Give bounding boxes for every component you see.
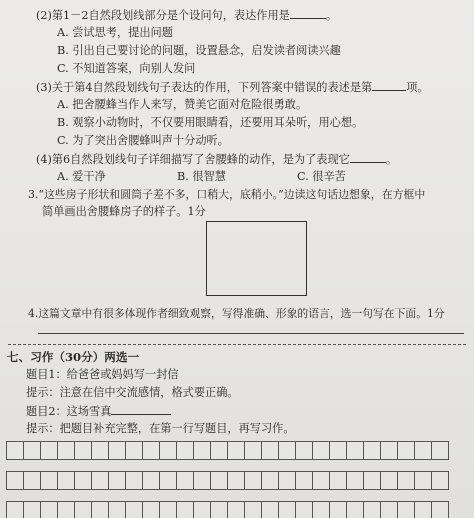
writing-grid-cell[interactable] <box>91 501 109 518</box>
writing-grid-cell[interactable] <box>6 441 24 460</box>
writing-grid-cell[interactable] <box>23 471 41 490</box>
writing-grid-cell[interactable] <box>431 471 449 490</box>
writing-grid-cell[interactable] <box>57 501 75 518</box>
q3-option-b: B. 观察小动物时，不仅要用眼睛看，还要用耳朵听，用心想。 <box>57 116 364 129</box>
q4-end: 。 <box>385 153 398 166</box>
writing-grid-cell[interactable] <box>397 471 415 490</box>
q3-answer-blank[interactable] <box>372 80 406 91</box>
q2-end: 。 <box>325 9 338 22</box>
writing-grid-row-3[interactable] <box>6 501 448 518</box>
writing-grid-cell[interactable] <box>23 501 41 518</box>
writing-grid-cell[interactable] <box>74 501 92 518</box>
writing-grid-cell[interactable] <box>176 471 194 490</box>
writing-grid-cell[interactable] <box>380 441 398 460</box>
writing-grid-cell[interactable] <box>108 501 126 518</box>
writing-grid-cell[interactable] <box>57 441 75 460</box>
writing-grid-cell[interactable] <box>431 441 449 460</box>
q4-answer-blank[interactable] <box>350 152 386 163</box>
writing-grid-cell[interactable] <box>159 441 177 460</box>
writing-grid-cell[interactable] <box>6 501 24 518</box>
writing-grid-cell[interactable] <box>329 501 347 518</box>
writing-grid-cell[interactable] <box>227 471 245 490</box>
writing-grid-cell[interactable] <box>193 441 211 460</box>
writing-grid-cell[interactable] <box>91 441 109 460</box>
writing-grid-cell[interactable] <box>363 441 381 460</box>
writing-grid-cell[interactable] <box>414 471 432 490</box>
writing-grid-cell[interactable] <box>312 501 330 518</box>
writing-grid-cell[interactable] <box>210 471 228 490</box>
writing-grid-cell[interactable] <box>74 471 92 490</box>
writing-grid-cell[interactable] <box>363 471 381 490</box>
item4-line1: 4.这篇文章中有很多体现作者细致观察，写得准确、形象的语言，选一句写在下面。1分 <box>28 307 445 320</box>
writing-grid-cell[interactable] <box>312 471 330 490</box>
section7-title: 七、习作（30分）两选一 <box>7 350 140 364</box>
writing-grid-cell[interactable] <box>142 501 160 518</box>
writing-grid-cell[interactable] <box>91 471 109 490</box>
q4-line <box>36 152 397 167</box>
writing-grid-row-2[interactable] <box>6 471 448 490</box>
writing-grid-cell[interactable] <box>346 441 364 460</box>
writing-grid-cell[interactable] <box>142 441 160 460</box>
writing-grid-cell[interactable] <box>176 501 194 518</box>
section7-topic1: 题目1：给爸爸或妈妈写一封信 <box>26 368 179 381</box>
writing-grid-cell[interactable] <box>210 441 228 460</box>
writing-grid-cell[interactable] <box>57 471 75 490</box>
writing-grid-cell[interactable] <box>125 441 143 460</box>
writing-grid-cell[interactable] <box>431 501 449 518</box>
writing-grid-cell[interactable] <box>159 471 177 490</box>
writing-grid-cell[interactable] <box>244 441 262 460</box>
writing-grid-cell[interactable] <box>295 501 313 518</box>
section7-topic2-line <box>26 404 171 419</box>
section7-topic2: 题目2：这场雪真 <box>26 405 112 418</box>
q2-stem: (2)第1－2自然段划线部分是个设问句，表达作用是 <box>36 9 290 22</box>
section7-hint1: 提示：注意在信中交流感情，格式要正确。 <box>26 386 239 399</box>
writing-grid-cell[interactable] <box>210 501 228 518</box>
writing-grid-cell[interactable] <box>244 501 262 518</box>
writing-grid-cell[interactable] <box>23 441 41 460</box>
section7-hint2: 提示：把题目补充完整，在第一行写题目，再写习作。 <box>26 422 295 435</box>
writing-grid-cell[interactable] <box>142 471 160 490</box>
topic2-blank[interactable] <box>111 404 171 415</box>
q2-option-c: C. 不知道答案，向别人发问 <box>57 62 196 75</box>
writing-grid-cell[interactable] <box>244 471 262 490</box>
writing-grid-cell[interactable] <box>261 501 279 518</box>
item4-answer-line[interactable] <box>38 333 464 334</box>
writing-grid-cell[interactable] <box>74 441 92 460</box>
writing-grid-cell[interactable] <box>329 471 347 490</box>
q4-option-a: A. 爱干净 <box>57 170 106 183</box>
q4-stem: (4)第6自然段划线句子详细描写了舍腰蜂的动作，是为了表现它 <box>36 153 350 166</box>
writing-grid-cell[interactable] <box>40 471 58 490</box>
writing-grid-cell[interactable] <box>414 501 432 518</box>
q2-answer-blank[interactable] <box>290 8 326 19</box>
writing-grid-cell[interactable] <box>295 441 313 460</box>
writing-grid-cell[interactable] <box>108 441 126 460</box>
q2-line <box>36 8 337 23</box>
writing-grid-cell[interactable] <box>329 441 347 460</box>
writing-grid-cell[interactable] <box>380 501 398 518</box>
q4-options <box>57 170 346 184</box>
writing-grid-cell[interactable] <box>193 501 211 518</box>
writing-grid-cell[interactable] <box>346 501 364 518</box>
writing-grid-cell[interactable] <box>125 471 143 490</box>
q3-stem: (3)关于第4自然段划线句子表达的作用，下列答案中错误的表述是第 <box>36 81 373 94</box>
q3-option-a: A. 把舍腰蜂当作人来写，赞美它面对危险很勇敢。 <box>57 98 308 111</box>
writing-grid-cell[interactable] <box>108 471 126 490</box>
writing-grid-cell[interactable] <box>6 471 24 490</box>
writing-grid-cell[interactable] <box>363 501 381 518</box>
writing-grid-cell[interactable] <box>414 441 432 460</box>
writing-grid-cell[interactable] <box>278 471 296 490</box>
writing-grid-row-1[interactable] <box>6 441 448 460</box>
writing-grid-cell[interactable] <box>278 441 296 460</box>
writing-grid-cell[interactable] <box>346 471 364 490</box>
writing-grid-cell[interactable] <box>312 441 330 460</box>
writing-grid-cell[interactable] <box>261 471 279 490</box>
item3-line1: 3.“这些房子形状和圆筒子差不多，口稍大，底稍小。”边读这句话边想象，在方框中 <box>28 188 426 201</box>
writing-grid-cell[interactable] <box>227 441 245 460</box>
q3-line <box>36 80 429 95</box>
writing-grid-cell[interactable] <box>295 471 313 490</box>
writing-grid-cell[interactable] <box>227 501 245 518</box>
q4-option-b: B. 很智慧 <box>177 170 226 183</box>
item3-line2: 简单画出舍腰蜂房子的样子。1分 <box>42 205 206 218</box>
q2-option-a: A. 尝试思考，提出问题 <box>57 26 173 39</box>
writing-grid-cell[interactable] <box>125 501 143 518</box>
q3-option-c: C. 为了突出舍腰蜂叫声十分动听。 <box>57 134 229 147</box>
writing-grid-cell[interactable] <box>261 441 279 460</box>
writing-grid-cell[interactable] <box>193 471 211 490</box>
section-divider <box>8 344 466 345</box>
writing-grid-cell[interactable] <box>278 501 296 518</box>
writing-grid-cell[interactable] <box>159 501 177 518</box>
writing-grid-cell[interactable] <box>397 441 415 460</box>
writing-grid-cell[interactable] <box>397 501 415 518</box>
writing-grid-cell[interactable] <box>40 441 58 460</box>
writing-grid-cell[interactable] <box>40 501 58 518</box>
drawing-box[interactable] <box>206 221 307 296</box>
writing-grid-cell[interactable] <box>176 441 194 460</box>
writing-grid-cell[interactable] <box>380 471 398 490</box>
q3-end: 项。 <box>406 81 429 94</box>
q2-option-b: B. 引出自己要讨论的问题，设置悬念，启发读者阅读兴趣 <box>57 44 341 57</box>
q4-option-c: C. 很辛苦 <box>297 170 346 183</box>
